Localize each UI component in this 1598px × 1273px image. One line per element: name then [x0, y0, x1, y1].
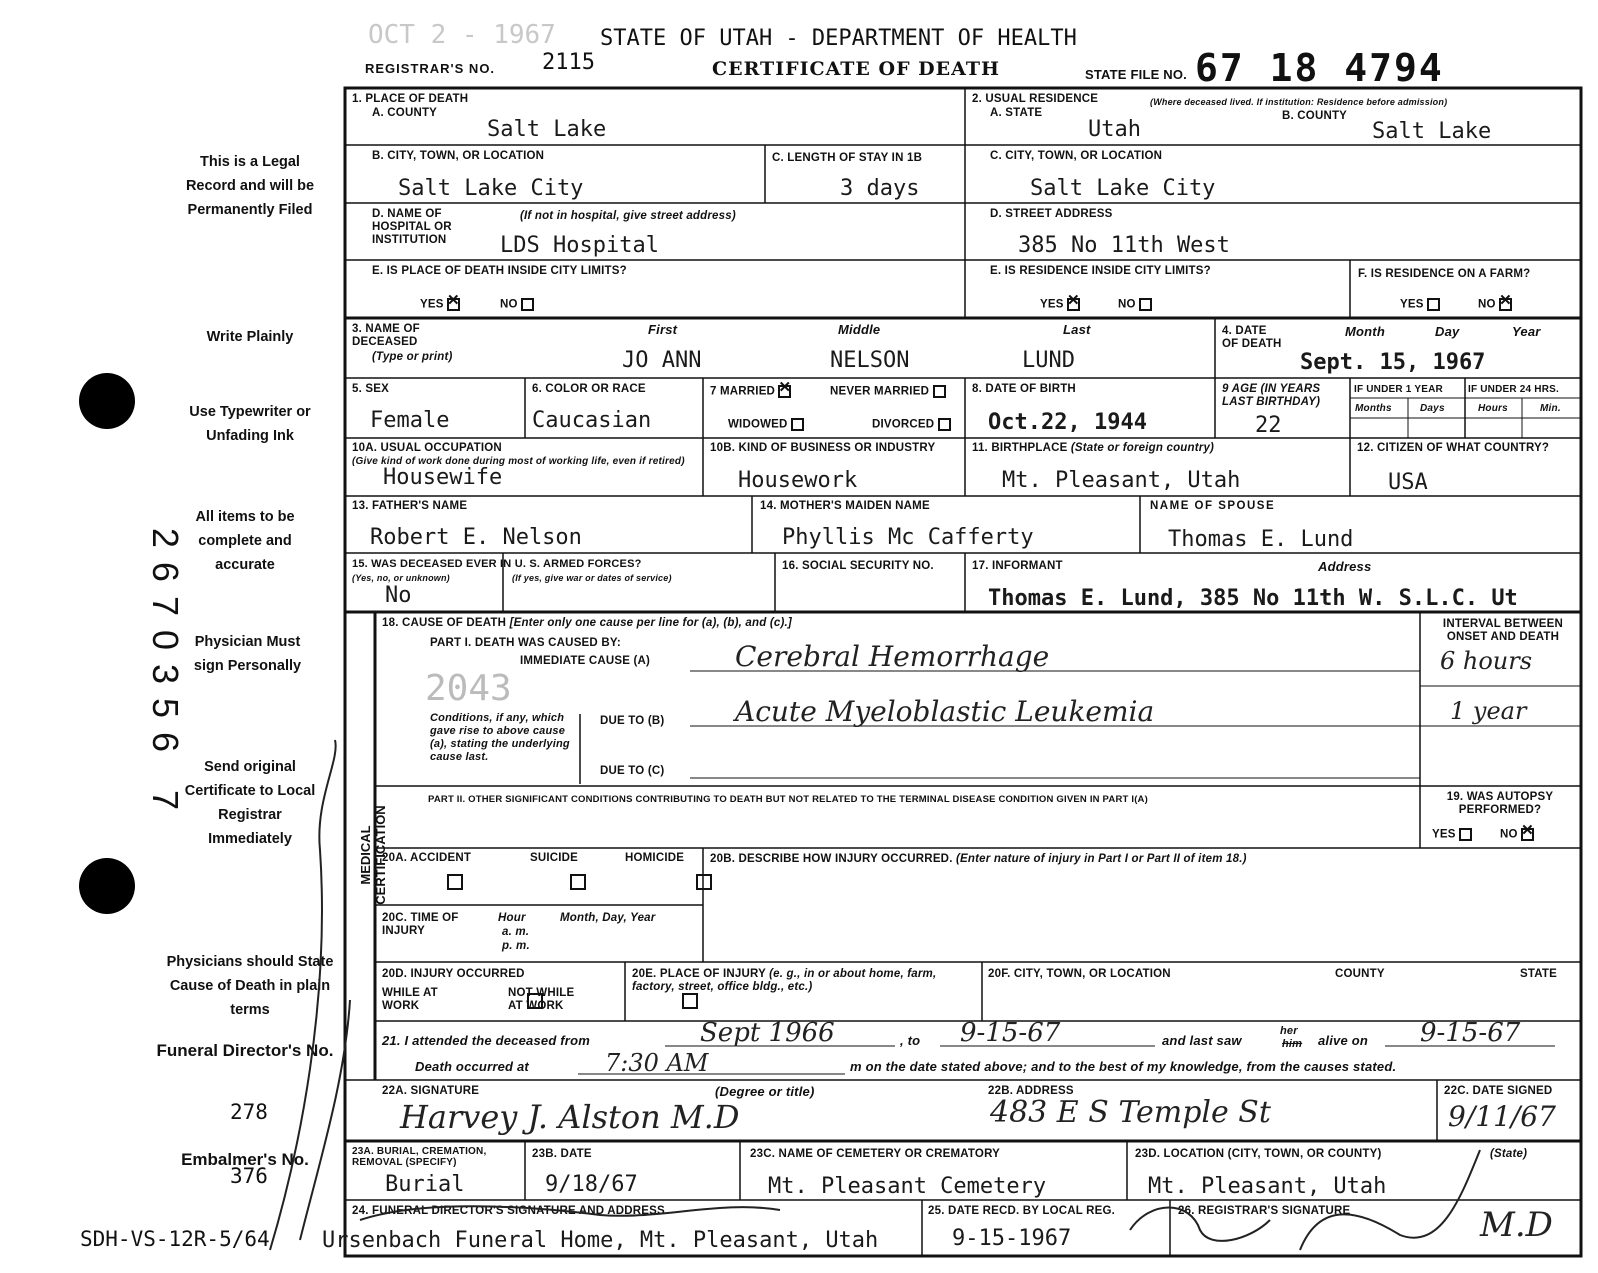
armed-forces-service-note: (If yes, give war or dates of service) — [512, 573, 672, 583]
county-label: A. COUNTY — [372, 107, 438, 119]
part-2-label: PART II. OTHER SIGNIFICANT CONDITIONS CONTRIBUTING TO DEATH BUT NOT RELATED TO THE TERMINAL DISEASE CONDITION GIVEN IN PART I(A) — [428, 794, 1148, 805]
occupation-note: (Give kind of work done during most of working life, even if retired) — [352, 456, 685, 467]
informant: Thomas E. Lund, 385 No 11th W. S.L.C. Ut — [988, 586, 1518, 611]
day-label: Day — [1435, 324, 1460, 339]
min-label: Min. — [1540, 403, 1561, 414]
injury-county-label: COUNTY — [1335, 968, 1385, 980]
cause-code: 2043 — [425, 668, 512, 709]
residence-state: Utah — [1088, 117, 1141, 142]
race: Caucasian — [532, 408, 652, 433]
no-text: NO — [500, 298, 518, 311]
place-of-death-label: 1. PLACE OF DEATH — [352, 93, 469, 105]
usual-residence-label: 2. USUAL RESIDENCE — [972, 93, 1099, 105]
residence-county-label: B. COUNTY — [1282, 110, 1348, 122]
date-received: 9-15-1967 — [952, 1226, 1072, 1251]
date-signed: 9/11/67 — [1448, 1100, 1556, 1133]
divorced-text: DIVORCED — [872, 418, 935, 431]
middle-label: Middle — [838, 322, 881, 337]
widowed-text: WIDOWED — [728, 418, 788, 431]
yes-text: YES — [420, 298, 444, 311]
physician-address-label: 22B. ADDRESS — [988, 1085, 1074, 1097]
married-option[interactable]: 7 MARRIED ✕ — [710, 385, 791, 399]
citizen-label: 12. CITIZEN OF WHAT COUNTRY? — [1357, 442, 1550, 454]
sidebar-legal-note: This is a Legal Record and will be Permanently Filed — [185, 154, 315, 218]
ssn-label: 16. SOCIAL SECURITY NO. — [782, 560, 934, 572]
sidebar-funeral-label: Funeral Director's No. — [156, 1041, 334, 1060]
death-occurred-label: Death occurred at — [415, 1059, 529, 1074]
hour-label: Hour — [498, 912, 526, 924]
burial-date-label: 23B. DATE — [532, 1148, 592, 1160]
race-label: 6. COLOR OR RACE — [532, 383, 646, 395]
age-label: 9 AGE (IN YEARS LAST BIRTHDAY) — [1222, 383, 1321, 408]
to-label: , to — [900, 1033, 921, 1048]
hospital-note: (If not in hospital, give street address) — [520, 210, 736, 222]
armed-forces-note: (Yes, no, or unknown) — [352, 573, 450, 583]
business: Housework — [738, 468, 858, 493]
registrar-signature-label: 26. REGISTRAR'S SIGNATURE — [1178, 1205, 1351, 1217]
not-while-at-work-label: NOT WHILE AT WORK — [508, 987, 575, 1012]
immediate-cause: Cerebral Hemorrhage — [735, 640, 1050, 673]
length-of-stay: 3 days — [840, 176, 920, 201]
burial-state-label: (State) — [1490, 1148, 1528, 1160]
mother-maiden-name: Phyllis Mc Cafferty — [782, 525, 1034, 550]
sidebar-embalmer-label: Embalmer's No. — [181, 1150, 309, 1169]
no-text: NO — [1500, 828, 1518, 841]
sidebar-funeral-no: 278 — [230, 1100, 268, 1124]
months-label: Months — [1355, 403, 1392, 414]
physician-signature: Harvey J. Alston M.D — [400, 1098, 740, 1136]
sidebar-embalmer-no: 376 — [230, 1164, 268, 1188]
injury-state-label: STATE — [1520, 968, 1557, 980]
mother-label: 14. MOTHER'S MAIDEN NAME — [760, 500, 930, 512]
last-label: Last — [1063, 322, 1091, 337]
attended-to: 9-15-67 — [960, 1018, 1061, 1048]
yes-text: YES — [1400, 298, 1424, 311]
place-label-text: 20E. PLACE OF INJURY — [632, 968, 766, 980]
type-or-print-note: (Type or print) — [372, 351, 453, 363]
cemetery-label: 23C. NAME OF CEMETERY OR CREMATORY — [750, 1148, 1001, 1160]
sex: Female — [370, 408, 450, 433]
street-label: D. STREET ADDRESS — [990, 208, 1113, 220]
am-label: a. m. — [502, 926, 530, 938]
first-name: JO ANN — [622, 348, 702, 373]
date-signed-label: 22C. DATE SIGNED — [1444, 1085, 1553, 1097]
pm-label: p. m. — [502, 940, 530, 952]
due-to-c-label: DUE TO (C) — [600, 765, 665, 777]
state-department-title: STATE OF UTAH - DEPARTMENT OF HEALTH — [600, 26, 1077, 51]
hospital-name: LDS Hospital — [500, 233, 659, 258]
last-name: LUND — [1022, 348, 1075, 373]
hours-label: Hours — [1478, 403, 1508, 414]
registrars-no: 2115 — [542, 50, 595, 75]
sidebar-send-note: Send original Certificate to Local Registrar Immediately — [184, 759, 316, 847]
autopsy-label: 19. WAS AUTOPSY PERFORMED? — [1446, 791, 1554, 816]
birthplace: Mt. Pleasant, Utah — [1002, 468, 1241, 493]
death-city: Salt Lake City — [398, 176, 584, 201]
sex-label: 5. SEX — [352, 383, 389, 395]
medical-certification-label: MEDICAL CERTIFICATION — [358, 805, 388, 905]
year-label: Year — [1512, 324, 1541, 339]
cause-label-text: 18. CAUSE OF DEATH — [382, 617, 507, 629]
citizenship: USA — [1388, 470, 1428, 495]
residence-note: (Where deceased lived. If institution: Residence before admission) — [1150, 97, 1448, 107]
hospital-label: D. NAME OF HOSPITAL OR INSTITUTION — [372, 208, 452, 246]
birthplace-note: (State or foreign country) — [1070, 442, 1215, 454]
residence-street: 385 No 11th West — [1018, 233, 1230, 258]
month-label: Month — [1345, 324, 1385, 339]
due-to-b: Acute Myeloblastic Leukemia — [735, 695, 1155, 728]
yes-text: YES — [1432, 828, 1456, 841]
spouse-label: NAME OF SPOUSE — [1150, 500, 1276, 512]
burial-location: Mt. Pleasant, Utah — [1148, 1174, 1387, 1199]
due-to-b-label: DUE TO (B) — [600, 715, 665, 727]
last-saw-alive: 9-15-67 — [1420, 1018, 1521, 1048]
sidebar-physician-note: Physician Must sign Personally — [193, 634, 302, 674]
interval-a: 6 hours — [1440, 647, 1533, 675]
married-text: MARRIED — [720, 385, 776, 398]
under-1-year-label: IF UNDER 1 YEAR — [1354, 384, 1443, 395]
birthplace-label-text: 11. BIRTHPLACE — [972, 442, 1068, 454]
form-code: SDH-VS-12R-5/64 — [80, 1227, 270, 1251]
conditions-note: Conditions, if any, which gave rise to above cause (a), stating the underlying cause last. — [430, 712, 570, 763]
stay-label: C. LENGTH OF STAY IN 1B — [772, 152, 923, 164]
city-label: B. CITY, TOWN, OR LOCATION — [372, 150, 545, 162]
date-of-birth: Oct.22, 1944 — [988, 410, 1147, 435]
informant-address-label: Address — [1318, 559, 1372, 574]
describe-label-text: 20B. DESCRIBE HOW INJURY OCCURRED. — [710, 853, 953, 865]
sidebar-physicians-cause-note: Physicians should State Cause of Death in plain terms — [166, 954, 334, 1018]
residence-county: Salt Lake — [1372, 119, 1492, 144]
state-file-no: 67 18 4794 — [1195, 46, 1444, 90]
suicide-label: SUICIDE — [530, 852, 579, 864]
burial-location-label: 23D. LOCATION (CITY, TOWN, OR COUNTY) — [1135, 1148, 1382, 1160]
sidebar-write-plainly: Write Plainly — [206, 329, 294, 345]
yes-text: YES — [1040, 298, 1064, 311]
received-stamp: OCT 2 - 1967 — [368, 20, 556, 50]
attended-from: Sept 1966 — [700, 1018, 835, 1048]
her-label: her — [1280, 1025, 1298, 1037]
death-occurred-tail: m on the date stated above; and to the best of my knowledge, from the causes stated. — [850, 1059, 1397, 1074]
cause-note: [Enter only one cause per line for (a), (b), and (c).] — [509, 617, 792, 629]
father-label: 13. FATHER'S NAME — [352, 500, 468, 512]
accident-label: 20A. ACCIDENT — [382, 852, 472, 864]
vertical-number: 2670356 7 — [145, 527, 186, 825]
state-label: A. STATE — [990, 107, 1043, 119]
injury-city-label: 20F. CITY, TOWN, OR LOCATION — [988, 968, 1171, 980]
last-saw-label: and last saw — [1162, 1033, 1242, 1048]
date-of-death: Sept. 15, 1967 — [1300, 350, 1486, 375]
occupation-label: 10A. USUAL OCCUPATION — [352, 442, 502, 454]
interval-b: 1 year — [1450, 697, 1527, 725]
spouse-name: Thomas E. Lund — [1168, 527, 1354, 552]
farm-label: F. IS RESIDENCE ON A FARM? — [1358, 268, 1531, 280]
occupation: Housewife — [383, 465, 503, 490]
state-file-label: STATE FILE NO. — [1085, 67, 1187, 82]
never-married-text: NEVER MARRIED — [830, 385, 930, 398]
informant-label: 17. INFORMANT — [972, 560, 1063, 572]
first-label: First — [648, 322, 678, 337]
date-of-death-label: 4. DATE OF DEATH — [1222, 325, 1282, 350]
while-at-work-label: WHILE AT WORK — [382, 987, 438, 1012]
burial-type: Burial — [385, 1172, 465, 1197]
month-day-year-label: Month, Day, Year — [560, 912, 656, 924]
injury-occurred-label: 20D. INJURY OCCURRED — [382, 968, 525, 980]
physician-address: 483 E S Temple St — [990, 1095, 1271, 1130]
burial-label: 23A. BURIAL, CREMATION, REMOVAL (SPECIFY) — [352, 1146, 487, 1168]
him-label: him — [1282, 1038, 1303, 1050]
residence-city-label: C. CITY, TOWN, OR LOCATION — [990, 150, 1163, 162]
degree-label: (Degree or title) — [715, 1084, 815, 1099]
signature-label: 22A. SIGNATURE — [382, 1085, 480, 1097]
residence-city: Salt Lake City — [1030, 176, 1216, 201]
inside-city-label: E. IS PLACE OF DEATH INSIDE CITY LIMITS? — [372, 265, 627, 277]
describe-note: (Enter nature of injury in Part I or Part II of item 18.) — [956, 853, 1247, 865]
business-label: 10B. KIND OF BUSINESS OR INDUSTRY — [710, 442, 936, 454]
sidebar-typewriter-note: Use Typewriter or Unfading Ink — [189, 404, 311, 444]
place-note: (e. g., in or about home, farm, factory, street, office bldg., etc.) — [632, 968, 937, 993]
date-received-label: 25. DATE RECD. BY LOCAL REG. — [928, 1205, 1116, 1217]
deceased-name-label: 3. NAME OF DECEASED — [352, 323, 420, 348]
certificate-title: CERTIFICATE OF DEATH — [712, 58, 1000, 80]
cemetery: Mt. Pleasant Cemetery — [768, 1174, 1047, 1199]
residence-inside-label: E. IS RESIDENCE INSIDE CITY LIMITS? — [990, 265, 1211, 277]
no-text: NO — [1118, 298, 1136, 311]
burial-date: 9/18/67 — [545, 1172, 638, 1197]
sidebar-complete-note: All items to be complete and accurate — [195, 509, 295, 573]
death-county: Salt Lake — [487, 117, 607, 142]
time-of-injury-label: 20C. TIME OF INJURY — [382, 912, 459, 937]
alive-on-label: alive on — [1318, 1033, 1369, 1048]
homicide-label: HOMICIDE — [625, 852, 685, 864]
age: 22 — [1255, 413, 1282, 438]
no-text: NO — [1478, 298, 1496, 311]
days-label: Days — [1420, 403, 1445, 414]
part-1-label: PART I. DEATH WAS CAUSED BY: — [430, 637, 621, 649]
death-time: 7:30 AM — [605, 1049, 709, 1077]
dob-label: 8. DATE OF BIRTH — [972, 383, 1076, 395]
armed-forces-answer: No — [385, 583, 412, 608]
middle-name: NELSON — [830, 348, 910, 373]
attended-label: 21. I attended the deceased from — [382, 1033, 590, 1048]
father-name: Robert E. Nelson — [370, 525, 582, 550]
interval-label: INTERVAL BETWEEN ONSET AND DEATH — [1442, 618, 1564, 643]
armed-forces-label: 15. WAS DECEASED EVER IN U. S. ARMED FORCES? — [352, 558, 642, 570]
under-24-hrs-label: IF UNDER 24 HRS. — [1468, 384, 1559, 395]
immediate-cause-label: IMMEDIATE CAUSE (A) — [520, 655, 651, 667]
funeral-home: Ursenbach Funeral Home, Mt. Pleasant, Utah — [322, 1228, 879, 1253]
registrar-md: M.D — [1480, 1205, 1553, 1245]
funeral-director-label: 24. FUNERAL DIRECTOR'S SIGNATURE AND ADDRESS — [352, 1205, 665, 1217]
registrars-no-label: REGISTRAR'S NO. — [365, 61, 496, 76]
